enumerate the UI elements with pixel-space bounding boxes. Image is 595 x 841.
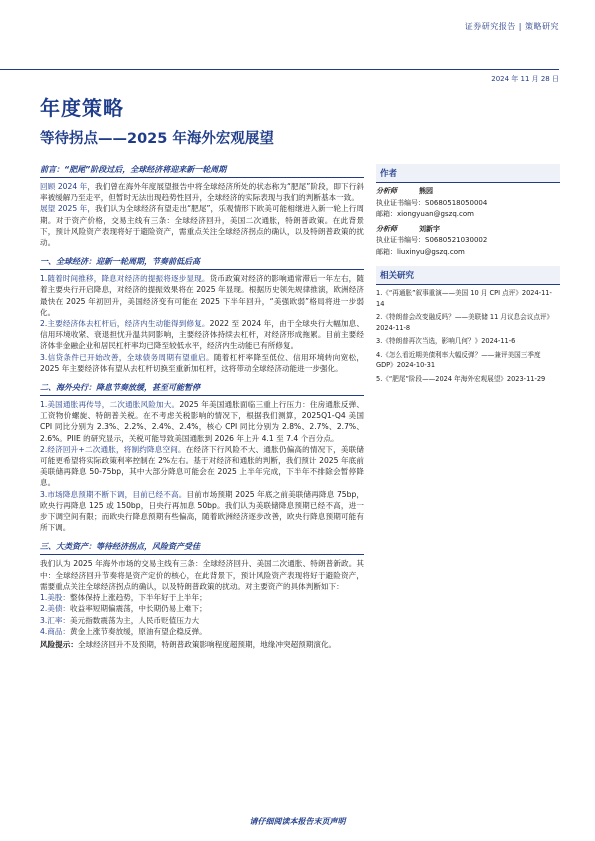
analyst-cert: S0680518050004 [425,198,488,207]
section-1-item: 2.主要经济体去杠杆后，经济内生动能得到修复。2022 至 2024 年，由于全球央行大幅加息、信用环境收紧、衰退担忧升温共同影响，主要经济体持续去杠杆，对经济形成拖累。目前主要经济体非金融企业和居民杠杆率均已降至较低水平，经济内生动能已有所修复。 [40,319,364,351]
analyst-role: 分析师 [376,187,397,195]
risk-warning: 风险提示：全球经济回升不及预期，特朗普政策影响程度超预期，地缘冲突超预期演化。 [40,639,337,649]
analyst-name: 刘新宇 [419,224,440,233]
section-2-heading: 二、海外央行：降息节奏放缓，甚至可能暂停 [40,382,364,396]
section-3-intro: 我们认为 2025 年海外市场的交易主线有三条：全球经济回升、美国二次通胀、特朗普新政。其中：全球经济回升节奏将是资产定价的核心，在此背景下，预计风险资产表现将好于避险资产，需要重点关注全球经济拐点的确认，以及特朗普政策的扰动。对主要资产的具体判断如下： [40,559,364,591]
report-category [465,21,559,32]
related-research-link[interactable]: 3.《特朗普再次当选，影响几何？》2024-11-6 [376,337,516,345]
section-3-heading: 三、大类资产：等待经济拐点，风险资产受佳 [40,541,364,555]
header-divider [0,69,559,70]
asset-item: 3.汇率：美元指数震荡为主，人民币贬值压力大 [40,615,200,625]
category-research-report: 证券研究报告 [464,22,516,31]
authors-heading: 作者 [376,164,560,183]
analyst-email-link[interactable]: xiongyuan@gszq.com [397,210,474,218]
analyst-block: 分析师 熊园 执业证书编号：S0680518050004 邮箱：xiongyuan@gszq.com [376,187,488,218]
related-research-link[interactable]: 2.《特朗普会改变融反吗？——美联储 11 月议息会议点评》2024-11-8 [376,313,554,332]
page-subtitle: 等待拐点——2025 年海外宏观展望 [40,131,274,147]
asset-item: 4.商品：黄金上涨节奏放缓，原油有望企稳反弹。 [40,626,207,636]
analyst-block: 分析师 刘新宇 执业证书编号：S0680521030002 邮箱：liuxinyu@gszq.com [376,224,488,256]
analyst-email-link[interactable]: liuxinyu@gszq.com [397,247,465,256]
intro-paragraph-1: 回顾 2024 年，我们曾在海外年度展望报告中将全球经济所处的状态称为“肥尾”阶段，即下行斜率被缓解乃至走平，但暂时无法出现趋势性回升，全球经济的实际表现与我们的判断基本一致。 [40,182,364,203]
section-1-heading: 一、全球经济：迎新一轮周期，节奏前低后高 [40,256,364,270]
section-2-item: 2.经济回升+二次通胀，将制约降息空间。在经济下行风险不大、通胀仍偏高的情况下，美联储可能更希望将实际政策利率控制在 2%左右。基于对经济和通胀的判断，我们预计 2025 年底前美联储再降息 50-75bp，其中大部分降息可能会在 2025 上半年完成，下半年不排除会暂停降息。 [40,444,364,488]
section-2-item: 3.市场降息预期不断下调，目前已经不高。目前市场预期 2025 年底之前美联储再降息 75bp，欧央行再降息 125 或 150bp，日央行再加息 50bp。我们认为美联储降息预期已经不高，进一步下调空间有限；而欧央行降息预期有些偏高，随着欧洲经济逐步改善，欧央行降息预期可能有所下调。 [40,489,364,533]
section-2-item: 1.美国通胀再传导，二次通胀风险加大。2025 年美国通胀面临三重上行压力：住房通胀反弹、工资物价螺旋、特朗普关税。在不考虑关税影响的情况下，根据我们测算，2025Q1-Q4 美国 CPI 同比分别为 2.3%、2.2%、2.4%、2.4%，核心 CPI 同比分别为 2.8%、2.7%、2.7%、2.6%。PIIE 的研究显示，关税可能导致美国通胀到 2026 年上升 4.1 至 7.4 个百分点。 [40,400,364,443]
analyst-name: 熊园 [419,187,433,195]
page-title: 年度策略 [40,96,124,120]
asset-item: 2.美债：收益率短期偏震荡，中长期仍易上难下； [40,604,207,614]
section-1-item: 3.信贷条件已开始改善，全球债务周期有望重启。随着杠杆率降至低位、信用环境转向宽松，2025 年主要经济体有望从去杠杆切换至重新加杠杆，这将带动全球经济动能进一步强化。 [40,352,365,373]
analyst-role: 分析师 [376,224,397,233]
intro-heading: 前言：“肥尾”阶段过后，全球经济将迎来新一轮周期 [40,164,364,178]
related-research-link[interactable]: 1.《“再通胀”叙事重演——美国 10 月 CPI 点评》2024-11-14 [376,289,552,308]
intro-paragraph-2: 展望 2025 年，我们认为全球经济有望走出“肥尾”，乐观情形下欧美可能相继进入新一轮上行周期。对于资产价格，交易主线有三条：全球经济回升，美国二次通胀，特朗普政策。在此背景下，预计风险资产表现将好于避险资产，需重点关注全球经济拐点的确认，以及特朗普政策的扰动。 [40,204,364,248]
category-separator: | [518,22,522,31]
category-strategy: 策略研究 [525,22,559,31]
related-research-heading: 相关研究 [376,266,560,285]
section-1-item: 1.随着时间推移，降息对经济的提振将逐步显现。货币政策对经济的影响通常滞后一年左右，随着主要央行开启降息，对经济的提振效果将在 2025 年显现。根据历史领先规律推演，欧洲经济最快在 2025 年初回升，美国经济变有可能在 2025 下半年回升，“美强欧弱”格局将进一步弱化。 [40,274,365,317]
related-research-link[interactable]: 5.《“肥尾”阶段——2024 年海外宏观展望》2023-11-29 [376,374,546,383]
related-research-link[interactable]: 4.《怎么看近期美债利率大幅反弹？——兼评美国三季度 GDP》2024-10-31 [376,350,541,369]
footer-disclaimer: 请仔细阅读本报告末页声明 [249,817,346,826]
main-column [40,164,364,650]
report-date: 2024 年 11 月 28 日 [491,75,559,83]
asset-item: 1.美股：整体保持上涨趋势，下半年好于上半年； [40,593,207,603]
analyst-cert: S0680521030002 [425,236,488,244]
sidebar [376,164,560,384]
